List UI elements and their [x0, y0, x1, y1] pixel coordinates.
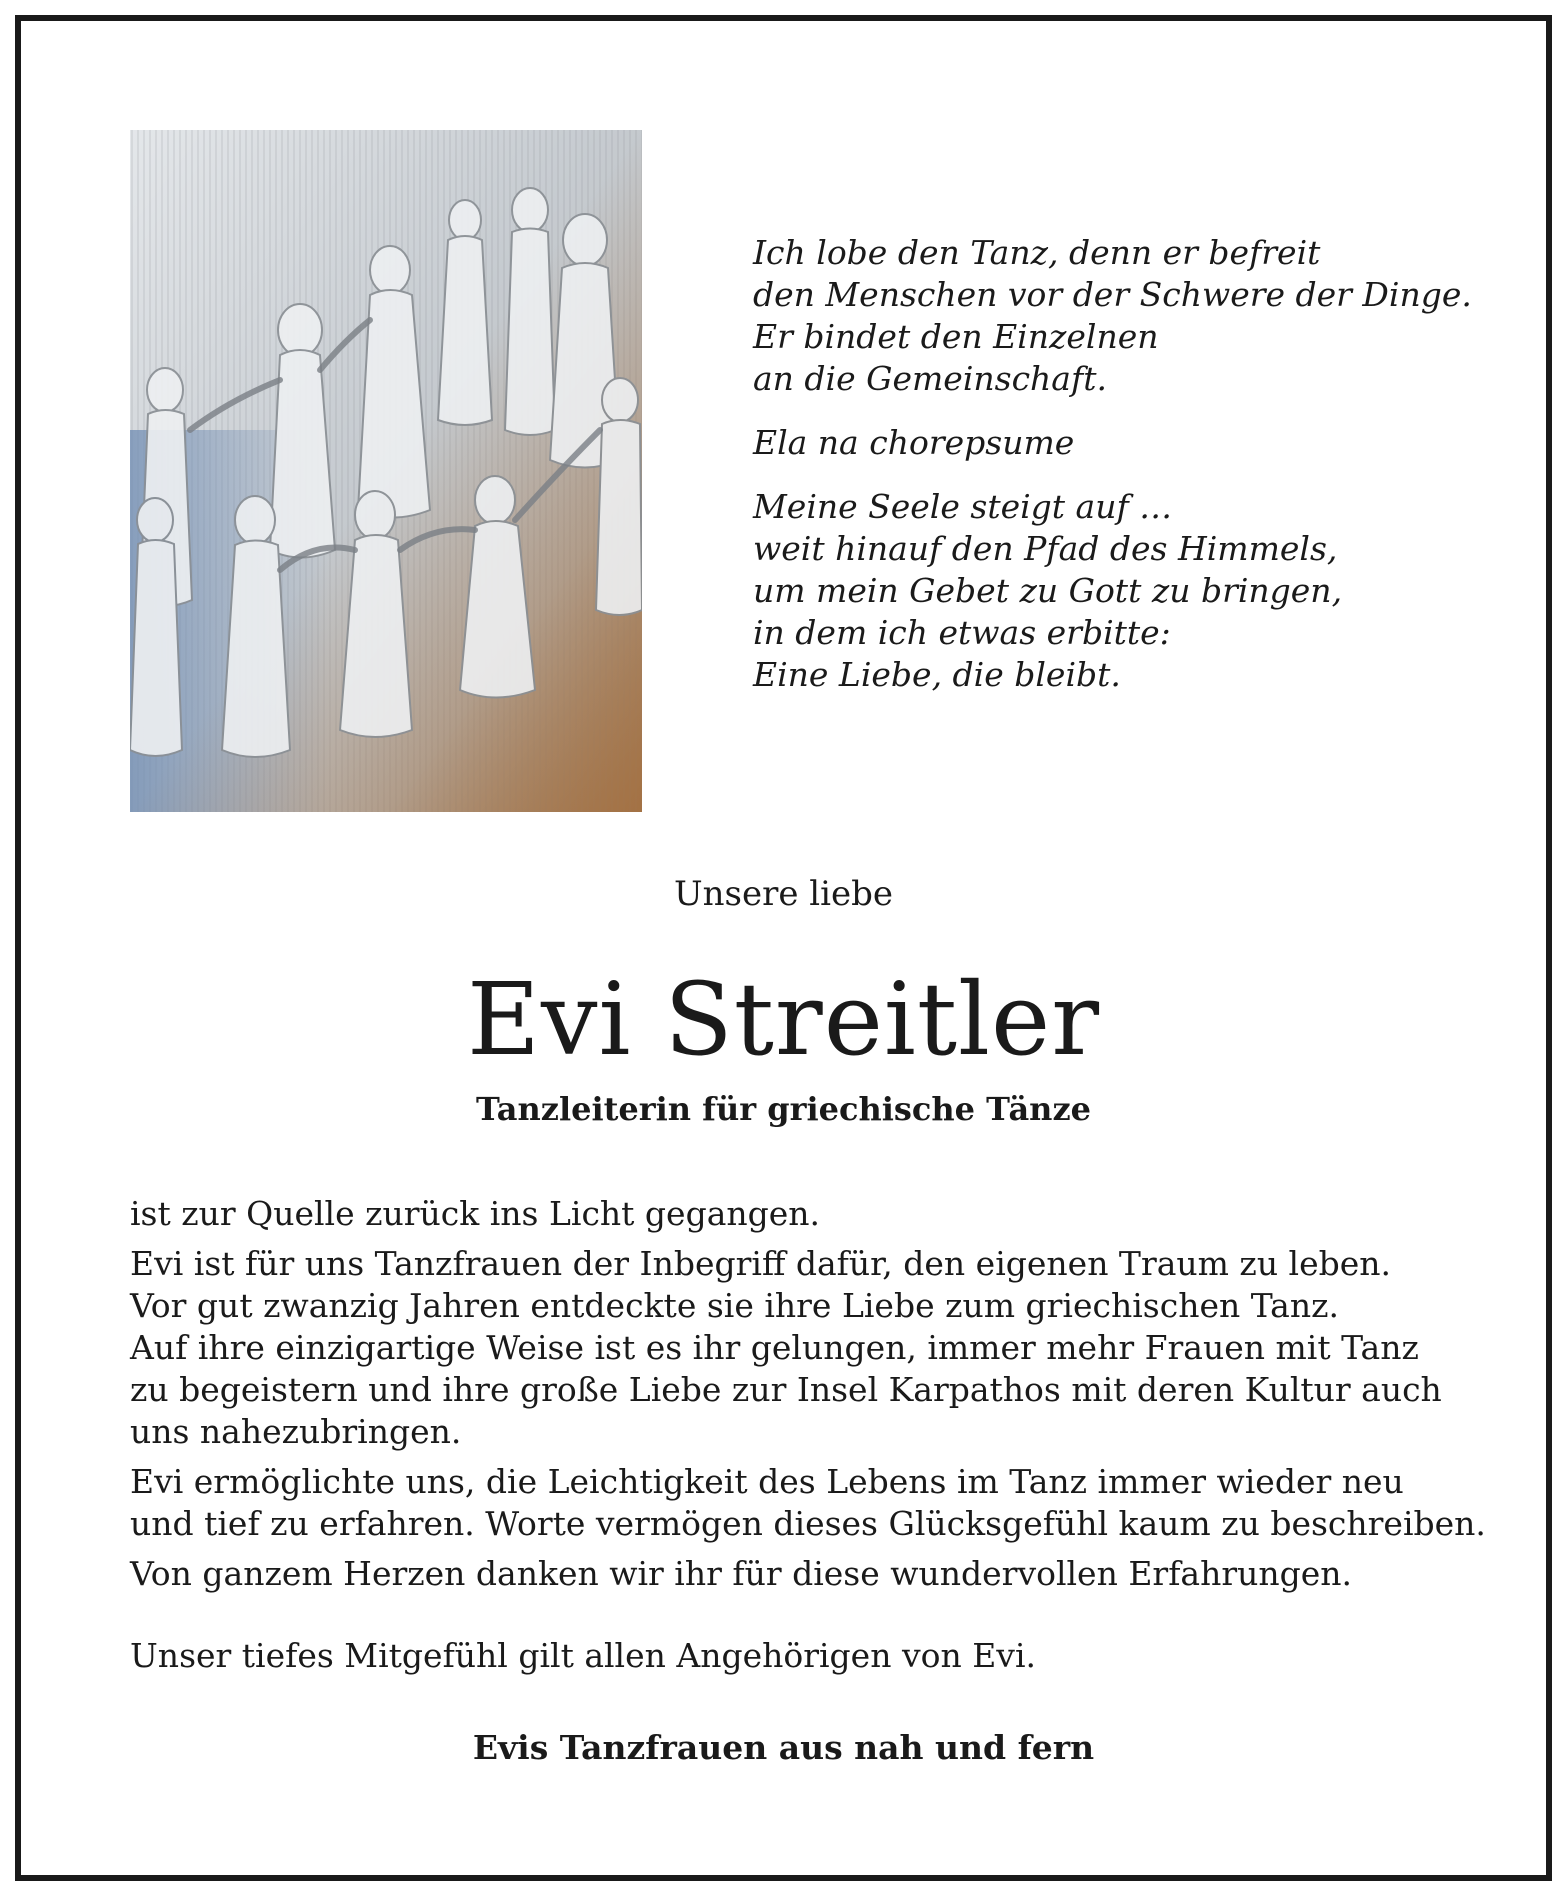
poem-line: Eine Liebe, die bleibt. — [753, 655, 1121, 694]
poem-line: um mein Gebet zu Gott zu bringen, — [753, 571, 1343, 610]
poem-stanza-1 — [753, 232, 1473, 400]
poem-line: Er bindet den Einzelnen — [753, 317, 1159, 356]
poem-line: Ich lobe den Tanz, denn er befreit — [753, 233, 1321, 272]
poem-line: Ela na chorepsume — [753, 423, 1075, 462]
body-line: Unser tiefes Mitgefühl gilt allen Angehörigen von Evi. — [130, 1636, 1036, 1675]
intro-text: Unsere liebe — [673, 874, 894, 914]
poem-stanza-3 — [753, 486, 1473, 696]
poem — [753, 232, 1473, 718]
body-line: zu begeistern und ihre große Liebe zur Insel Karpathos mit deren Kultur auch — [130, 1370, 1442, 1409]
deceased-role: Tanzleiterin für griechische Tänze — [476, 1090, 1091, 1128]
body-line: Evi ist für uns Tanzfrauen der Inbegriff dafür, den eigenen Traum zu leben. — [130, 1244, 1392, 1283]
body-paragraph-5 — [130, 1635, 1450, 1677]
body-line: Evi ermöglichte uns, die Leichtigkeit des Lebens im Tanz immer wieder neu — [130, 1462, 1404, 1501]
body-line: Vor gut zwanzig Jahren entdeckte sie ihre Liebe zum griechischen Tanz. — [130, 1286, 1339, 1325]
body-paragraph-3 — [130, 1461, 1486, 1545]
deceased-name: Evi Streitler — [466, 961, 1101, 1078]
body-line: Von ganzem Herzen danken wir ihr für diese wundervollen Erfahrungen. — [130, 1554, 1353, 1593]
body-line: Auf ihre einzigartige Weise ist es ihr gelungen, immer mehr Frauen mit Tanz — [130, 1328, 1419, 1367]
body-paragraph-1 — [130, 1193, 1450, 1235]
dancers-relief-photo — [130, 130, 642, 812]
body-line: und tief zu erfahren. Worte vermögen dieses Glücksgefühl kaum zu beschreiben. — [130, 1504, 1486, 1543]
body-paragraph-2 — [130, 1243, 1450, 1453]
body-line: ist zur Quelle zurück ins Licht gegangen. — [130, 1194, 821, 1233]
poem-line: in dem ich etwas erbitte: — [753, 613, 1171, 652]
poem-line: Meine Seele steigt auf … — [753, 487, 1173, 526]
body-line: uns nahezubringen. — [130, 1412, 462, 1451]
poem-line: an die Gemeinschaft. — [753, 359, 1107, 398]
poem-stanza-2 — [753, 422, 1473, 464]
poem-line: den Menschen vor der Schwere der Dinge. — [753, 275, 1472, 314]
poem-line: weit hinauf den Pfad des Himmels, — [753, 529, 1338, 568]
obituary-body — [130, 1193, 1486, 1685]
body-paragraph-4 — [130, 1553, 1450, 1595]
signature: Evis Tanzfrauen aus nah und fern — [472, 1728, 1095, 1767]
